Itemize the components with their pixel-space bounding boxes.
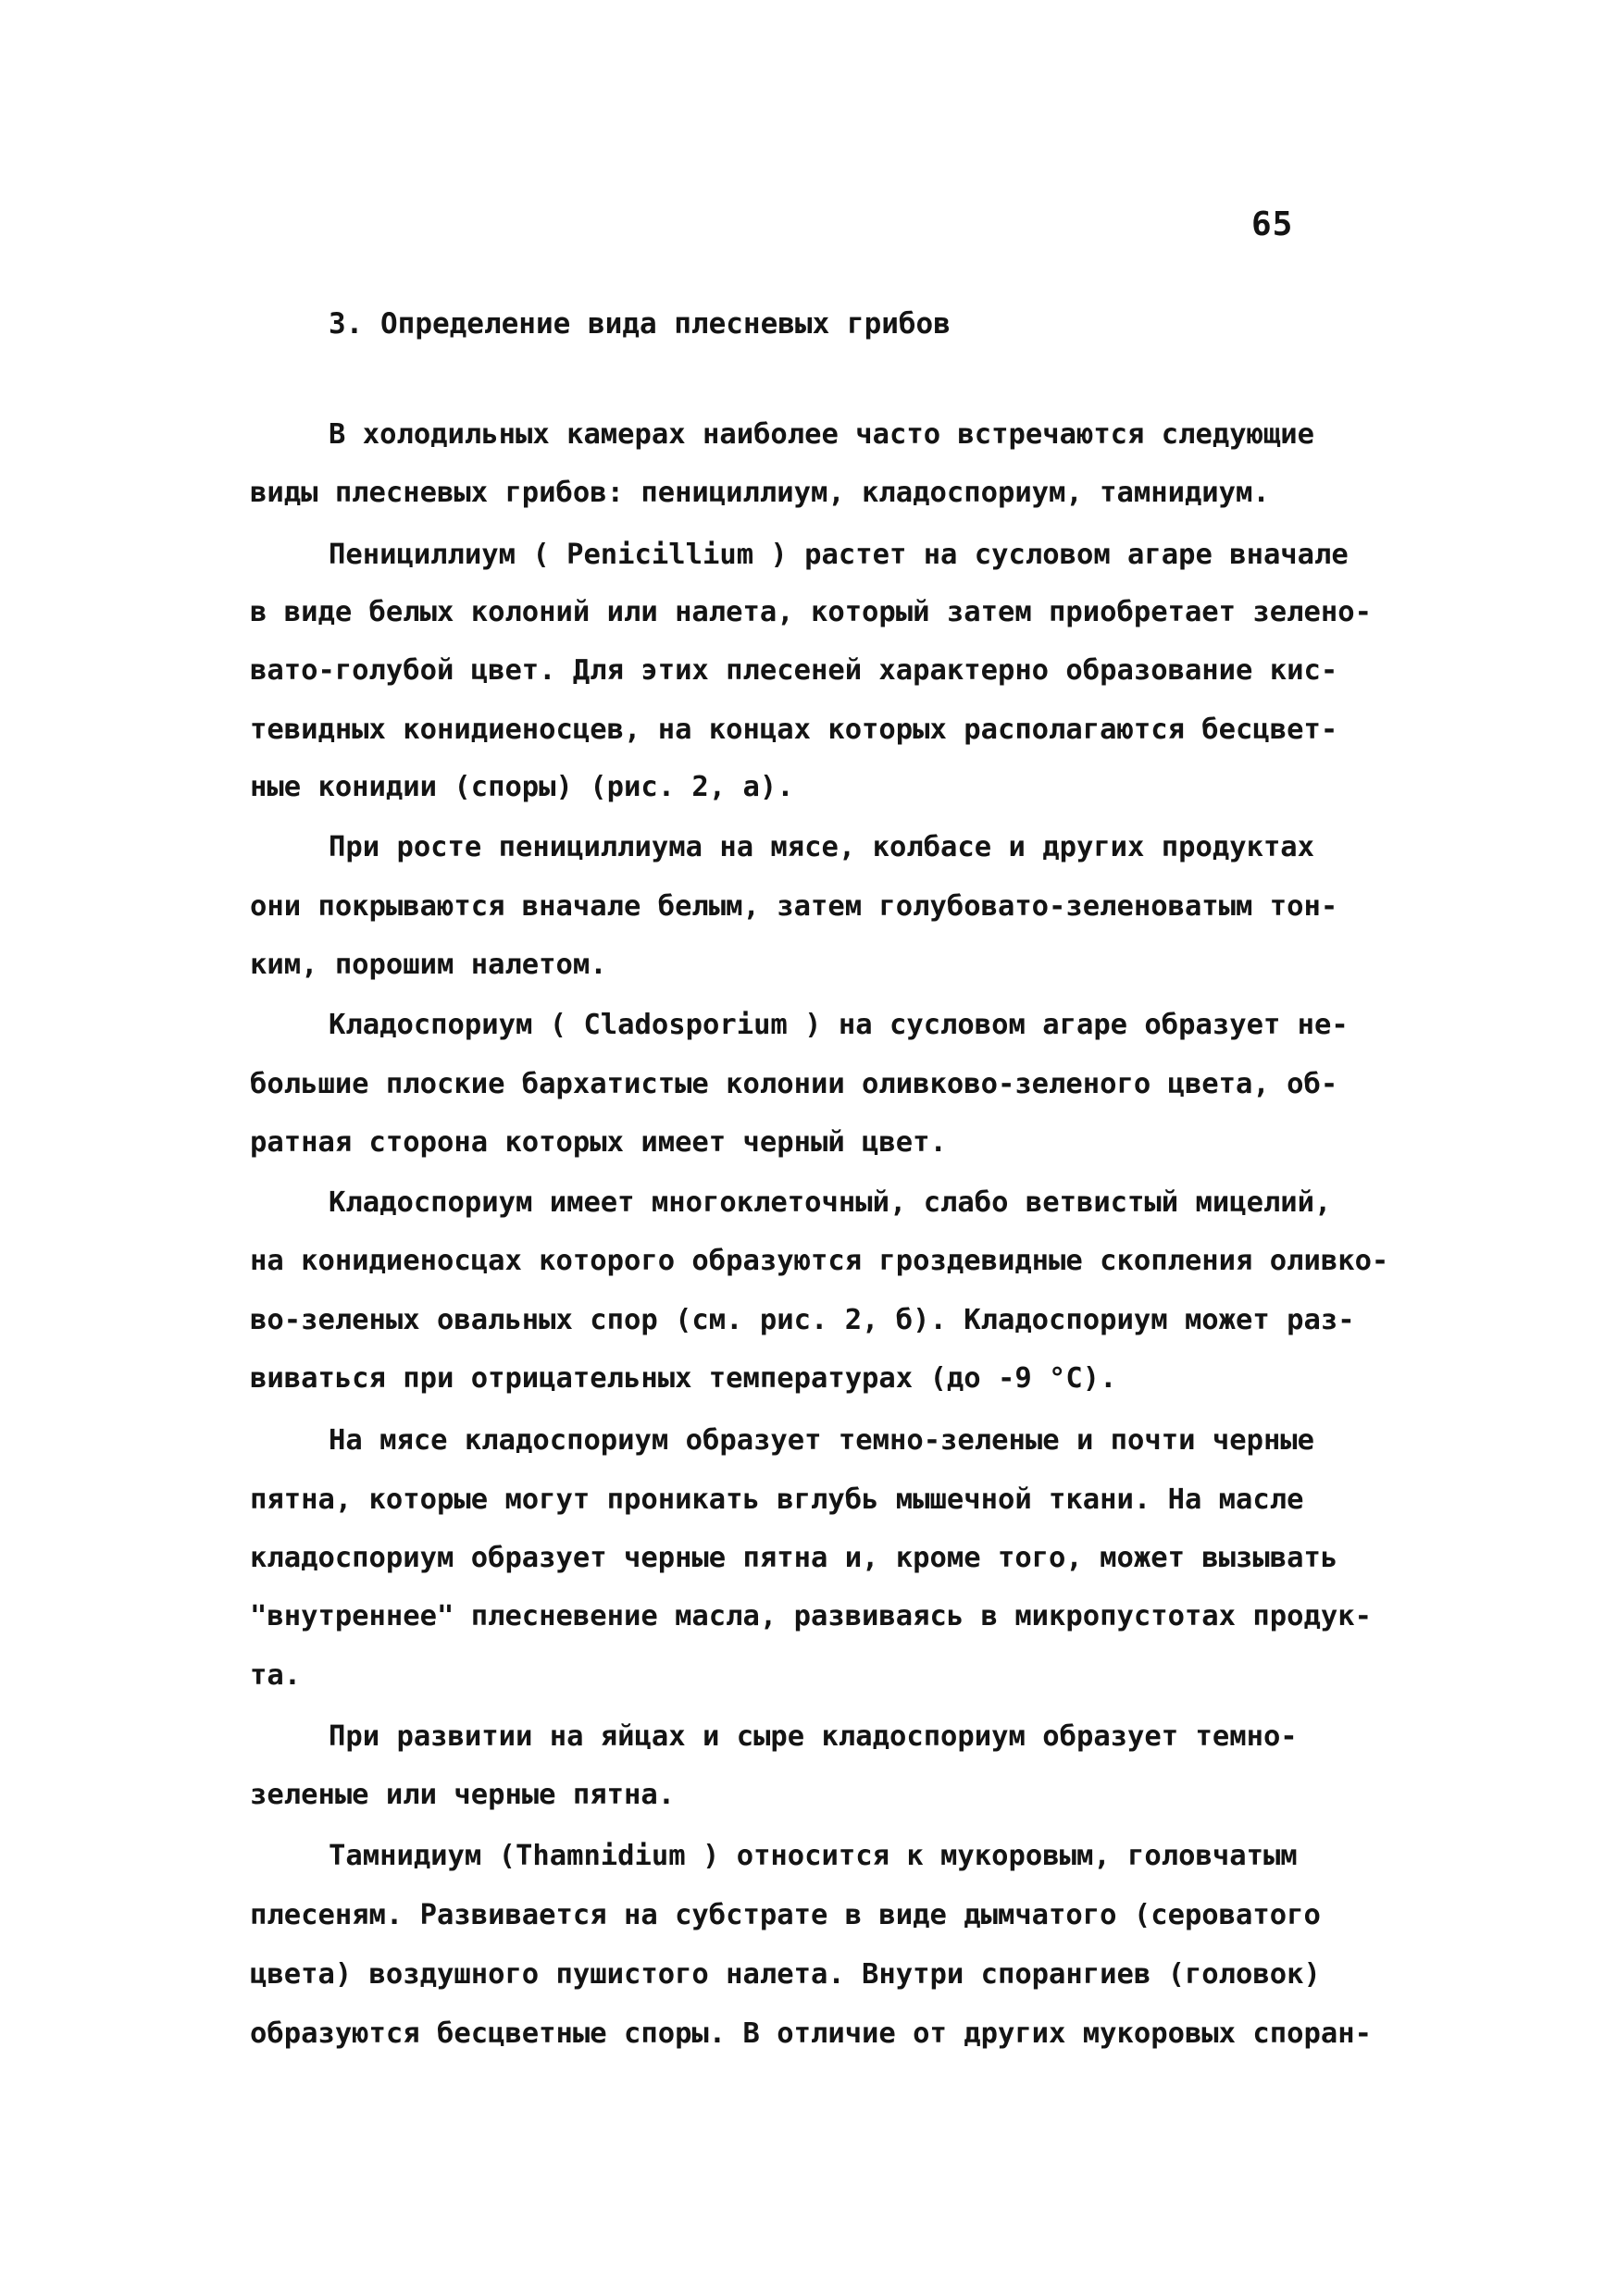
text-line: В холодильных камерах наиболее часто встречаются следующие (329, 418, 1315, 451)
text-line: ные конидии (споры) (рис. 2, а). (250, 771, 794, 803)
text-line: та. (250, 1659, 302, 1692)
text-line: образуются бесцветные споры. В отличие от других мукоровых споран- (250, 2017, 1372, 2050)
text-line: тевидных конидиеносцев, на концах которых располагаются бесцвет- (250, 714, 1338, 746)
text-line: они покрываются вначале белым, затем голубовато-зеленоватым тон- (250, 890, 1338, 923)
text-line: плесеням. Развивается на субстрате в виде дымчатого (сероватого (250, 1899, 1321, 1931)
text-line: Пенициллиум ( Penicillium ) растет на сусловом агаре вначале (329, 539, 1349, 571)
text-line: Кладоспориум имеет многоклеточный, слабо ветвистый мицелий, (329, 1186, 1332, 1219)
text-line: виды плесневых грибов: пенициллиум, кладоспориум, тамнидиум. (250, 477, 1270, 509)
text-line: вато-голубой цвет. Для этих плесеней характерно образование кис- (250, 654, 1338, 687)
text-line: ратная сторона которых имеет черный цвет. (250, 1126, 947, 1159)
text-line: Кладоспориум ( Cladosporium ) на сусловом агаре образует не- (329, 1009, 1349, 1041)
text-line: в виде белых колоний или налета, который затем приобретает зелено- (250, 596, 1372, 628)
text-line: "внутреннее" плесневение масла, развиваясь в микропустотах продук- (250, 1600, 1372, 1632)
text-line: ким, порошим налетом. (250, 949, 607, 981)
text-line: виваться при отрицательных температурах (до -9 °С). (250, 1362, 1117, 1395)
page-number: 65 (1251, 205, 1294, 243)
section-heading: 3. Определение вида плесневых грибов (329, 307, 951, 341)
text-line: во-зеленых овальных спор (см. рис. 2, б). Кладоспориум может раз- (250, 1304, 1355, 1336)
text-line: При развитии на яйцах и сыре кладоспориум образует темно- (329, 1720, 1298, 1753)
text-line: кладоспориум образует черные пятна и, кроме того, может вызывать (250, 1542, 1338, 1574)
text-line: цвета) воздушного пушистого налета. Внутри спорангиев (головок) (250, 1958, 1321, 1991)
text-line: пятна, которые могут проникать вглубь мышечной ткани. На масле (250, 1483, 1304, 1516)
text-line: При росте пенициллиума на мясе, колбасе и других продуктах (329, 831, 1315, 863)
text-line: Тамнидиум (Thamnidium ) относится к мукоровым, головчатым (329, 1840, 1298, 1872)
text-line: большие плоские бархатистые колонии оливково-зеленого цвета, об- (250, 1068, 1338, 1100)
text-line: зеленые или черные пятна. (250, 1779, 676, 1811)
text-line: На мясе кладоспориум образует темно-зеленые и почти черные (329, 1424, 1315, 1457)
text-line: на конидиеносцах которого образуются гроздевидные скопления оливко- (250, 1245, 1389, 1277)
